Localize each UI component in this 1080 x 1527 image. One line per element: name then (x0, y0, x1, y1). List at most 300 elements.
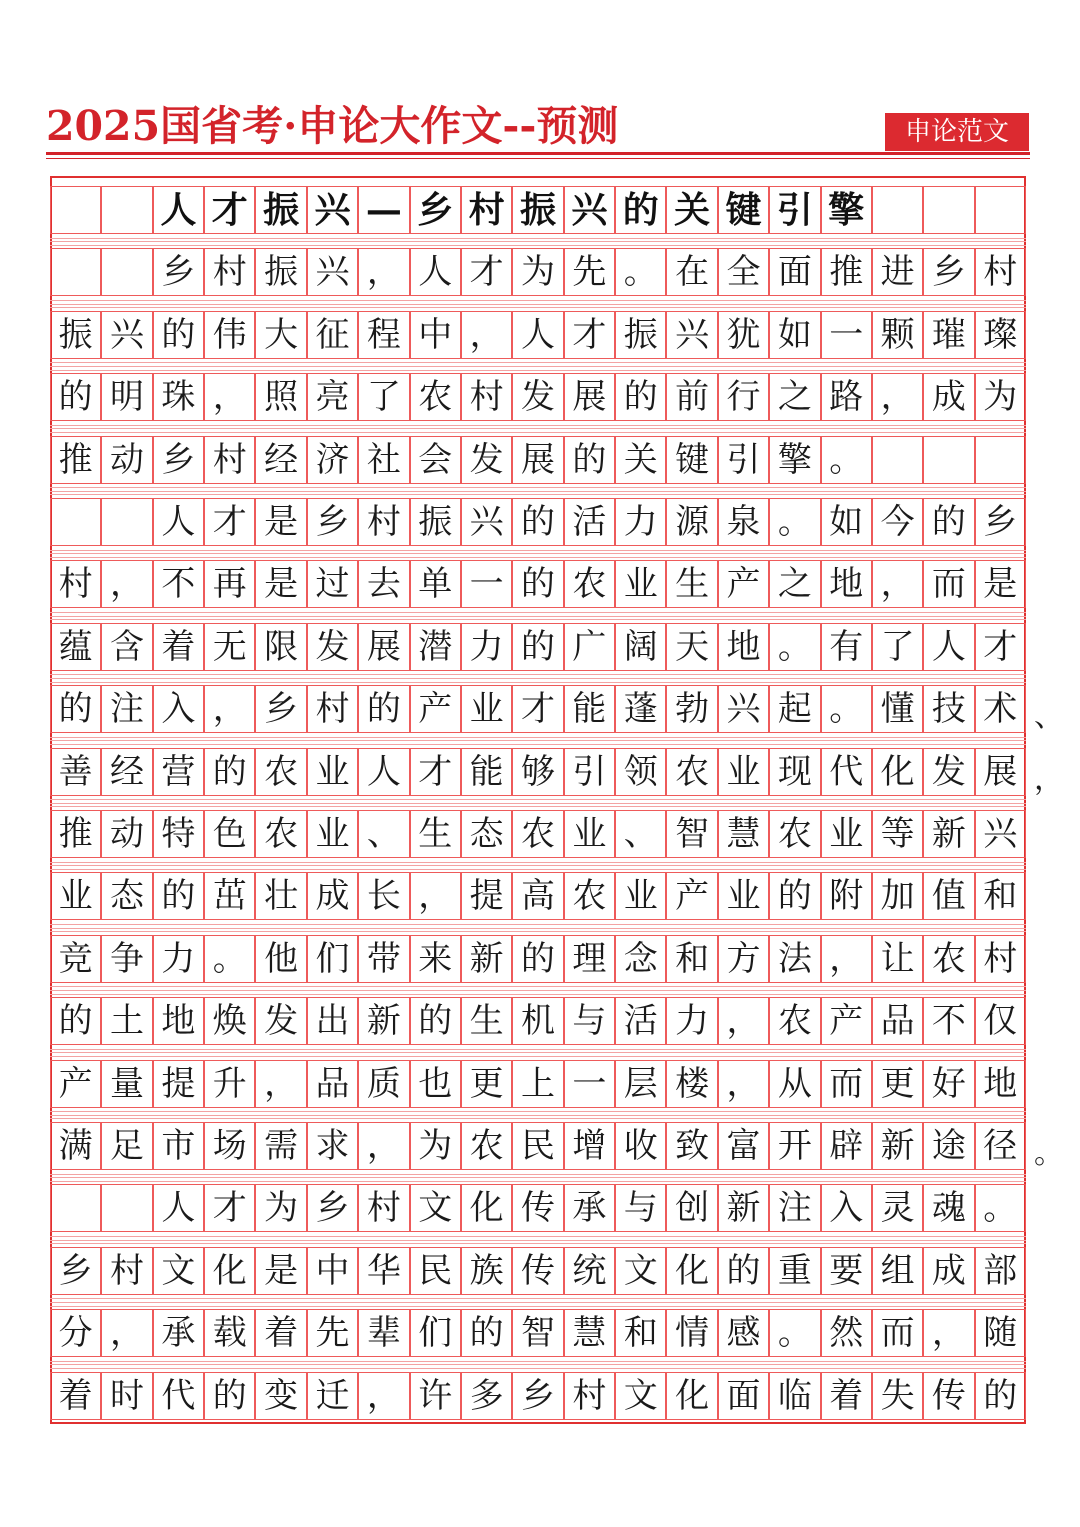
grid-cell: 经 (255, 436, 306, 484)
grid-row (50, 1247, 1026, 1295)
grid-cell: 展 (358, 623, 409, 671)
grid-cell: 兴 (975, 810, 1026, 858)
grid-cell: 统 (564, 1247, 615, 1295)
grid-cell: 发 (512, 373, 563, 421)
grid-cell: 承 (153, 1309, 204, 1357)
grid-cell: 的 (512, 498, 563, 546)
grid-cell: 善 (50, 748, 101, 796)
grid-cell: 农 (410, 373, 461, 421)
grid-cell: 人 (153, 1184, 204, 1232)
grid-cell (975, 436, 1026, 484)
grid-cell: 产 (410, 685, 461, 733)
grid-cell: 动 (101, 436, 152, 484)
grid-cell: 擎 (821, 186, 872, 234)
grid-cell: 乡 (923, 248, 974, 296)
grid-cell: 壮 (255, 872, 306, 920)
grid-cell: ， (410, 872, 461, 920)
grid-cell: 的 (512, 560, 563, 608)
grid-cell: 量 (101, 1060, 152, 1108)
grid-cell: 的 (410, 997, 461, 1045)
grid-cell: 增 (564, 1122, 615, 1170)
grid-cell: 产 (718, 560, 769, 608)
grid-cell: 。 (769, 623, 820, 671)
grid-cell: 乡 (512, 1372, 563, 1420)
grid-cell: 产 (50, 1060, 101, 1108)
grid-cell: 径 (975, 1122, 1026, 1170)
grid-cell: 乡 (307, 1184, 358, 1232)
grid-cell: 村 (975, 248, 1026, 296)
grid-cell: 业 (461, 685, 512, 733)
grid-cell: 之 (769, 373, 820, 421)
grid-cell: 茁 (204, 872, 255, 920)
grid-cell: 。 (204, 935, 255, 983)
grid-cell: 是 (255, 498, 306, 546)
grid-cell: 村 (975, 935, 1026, 983)
grid-cell: 民 (410, 1247, 461, 1295)
grid-cell: 发 (923, 748, 974, 796)
grid-cell: 关 (666, 186, 717, 234)
grid-cell: 才 (204, 498, 255, 546)
grid-cell: 的 (50, 997, 101, 1045)
grid-cell: 村 (564, 1372, 615, 1420)
grid-cell: 天 (666, 623, 717, 671)
grid-cell: 无 (204, 623, 255, 671)
grid-cell: 能 (461, 748, 512, 796)
grid-cell: 源 (666, 498, 717, 546)
grid-cell: 。 (975, 1184, 1026, 1232)
grid-cell: 。 (615, 248, 666, 296)
grid-cell: ， (255, 1060, 306, 1108)
grid-cell: 前 (666, 373, 717, 421)
grid-cell: 亮 (307, 373, 358, 421)
grid-cell: 传 (512, 1184, 563, 1232)
grid-cell: 振 (512, 186, 563, 234)
grid-cell: 农 (255, 748, 306, 796)
grid-cell: ， (821, 935, 872, 983)
grid-row (50, 997, 1026, 1045)
grid-row-gap (50, 983, 1026, 997)
grid-cell: 。 (769, 1309, 820, 1357)
grid-row-gap (50, 1357, 1026, 1371)
grid-cell: 提 (153, 1060, 204, 1108)
page-title: 2025国省考·申论大作文--预测 (46, 102, 619, 150)
grid-cell: 注 (101, 685, 152, 733)
grid-cell: 要 (821, 1247, 872, 1295)
grid-cell: 一 (461, 560, 512, 608)
grid-cell: 振 (255, 186, 306, 234)
grid-cell: 灵 (872, 1184, 923, 1232)
grid-cell: ， (101, 1309, 152, 1357)
grid-row-gap (50, 733, 1026, 747)
grid-row-gap (50, 796, 1026, 810)
grid-cell: 发 (307, 623, 358, 671)
grid-cell: 经 (101, 748, 152, 796)
grid-cell: ， (204, 373, 255, 421)
grid-cell: 了 (872, 623, 923, 671)
grid-cell: 文 (615, 1372, 666, 1420)
grid-cell: 失 (872, 1372, 923, 1420)
grid-cell: 注 (769, 1184, 820, 1232)
grid-cell: — (358, 186, 409, 234)
grid-row-gap (50, 1045, 1026, 1059)
grid-cell: 的 (153, 872, 204, 920)
grid-cell: 变 (255, 1372, 306, 1420)
grid-cell: ， (204, 685, 255, 733)
grid-cell: 成 (923, 373, 974, 421)
grid-cell: 情 (666, 1309, 717, 1357)
grid-cell: 业 (615, 560, 666, 608)
grid-cell: 和 (615, 1309, 666, 1357)
grid-row (50, 810, 1026, 858)
grid-cell: 兴 (307, 248, 358, 296)
grid-cell: 也 (410, 1060, 461, 1108)
grid-cell: 大 (255, 311, 306, 359)
grid-cell: 新 (872, 1122, 923, 1170)
grid-cell: 全 (718, 248, 769, 296)
grid-cell: 品 (307, 1060, 358, 1108)
grid-cell: 的 (461, 1309, 512, 1357)
grid-cell: 化 (872, 748, 923, 796)
grid-cell: ， (358, 1372, 409, 1420)
grid-cell: 兴 (101, 311, 152, 359)
grid-cell: 才 (410, 748, 461, 796)
grid-cell: 的 (975, 1372, 1026, 1420)
grid-cell: 富 (718, 1122, 769, 1170)
grid-cell: 智 (666, 810, 717, 858)
grid-cell: 产 (821, 997, 872, 1045)
grid-cell: 广 (564, 623, 615, 671)
grid-cell: 村 (461, 373, 512, 421)
grid-cell: 关 (615, 436, 666, 484)
grid-cell: 兴 (564, 186, 615, 234)
grid-cell: 展 (564, 373, 615, 421)
grid-cell: 行 (718, 373, 769, 421)
grid-cell: 之 (769, 560, 820, 608)
grid-cell: 乡 (153, 436, 204, 484)
grid-cell: 值 (923, 872, 974, 920)
header-rule-thick (46, 152, 1030, 155)
grid-cell: 先 (564, 248, 615, 296)
grid-cell: 求 (307, 1122, 358, 1170)
grid-cell: 与 (615, 1184, 666, 1232)
grid-row (50, 872, 1026, 920)
grid-cell: 如 (821, 498, 872, 546)
grid-cell: 去 (358, 560, 409, 608)
grid-cell: 含 (101, 623, 152, 671)
grid-cell: 人 (410, 248, 461, 296)
grid-cell: 新 (923, 810, 974, 858)
grid-cell: 地 (821, 560, 872, 608)
grid-cell: 明 (101, 373, 152, 421)
grid-cell: 懂 (872, 685, 923, 733)
grid-row (50, 1309, 1026, 1357)
grid-cell (50, 186, 101, 234)
grid-cell: 化 (461, 1184, 512, 1232)
grid-cell: 辟 (821, 1122, 872, 1170)
grid-cell: 感 (718, 1309, 769, 1357)
grid-cell: 社 (358, 436, 409, 484)
grid-cell: 中 (410, 311, 461, 359)
grid-cell: 重 (769, 1247, 820, 1295)
grid-cell: 推 (50, 436, 101, 484)
grid-cell: 农 (461, 1122, 512, 1170)
grid-cell: 而 (923, 560, 974, 608)
grid-cell: ， (718, 997, 769, 1045)
grid-row-gap (50, 484, 1026, 498)
grid-cell: 升 (204, 1060, 255, 1108)
grid-cell: 文 (153, 1247, 204, 1295)
grid-cell: 乡 (255, 685, 306, 733)
grid-cell: 魂 (923, 1184, 974, 1232)
grid-row-gap (50, 359, 1026, 373)
grid-cell: 和 (975, 872, 1026, 920)
margin-punctuation: 。 (1034, 1136, 1064, 1171)
grid-cell: 乡 (153, 248, 204, 296)
grid-cell: 照 (255, 373, 306, 421)
grid-cell: 济 (307, 436, 358, 484)
grid-cell: 兴 (718, 685, 769, 733)
grid-cell: 。 (821, 436, 872, 484)
grid-cell: 才 (461, 248, 512, 296)
grid-cell (101, 186, 152, 234)
grid-cell: 族 (461, 1247, 512, 1295)
grid-cell: 村 (50, 560, 101, 608)
grid-cell: 的 (923, 498, 974, 546)
grid-cell: 力 (153, 935, 204, 983)
grid-row (50, 1060, 1026, 1108)
grid-cell: 乡 (50, 1247, 101, 1295)
grid-cell: 化 (666, 1247, 717, 1295)
grid-cell: 然 (821, 1309, 872, 1357)
grid-cell: 带 (358, 935, 409, 983)
grid-cell: 泉 (718, 498, 769, 546)
grid-cell: 传 (512, 1247, 563, 1295)
grid-cell: 焕 (204, 997, 255, 1045)
grid-cell: 引 (718, 436, 769, 484)
grid-row-gap (50, 608, 1026, 622)
grid-cell (975, 186, 1026, 234)
grid-cell: 业 (615, 872, 666, 920)
grid-cell: 兴 (461, 498, 512, 546)
grid-cell: 土 (101, 997, 152, 1045)
grid-cell: 法 (769, 935, 820, 983)
grid-cell: 部 (975, 1247, 1026, 1295)
grid-cell: 更 (872, 1060, 923, 1108)
grid-cell: 键 (718, 186, 769, 234)
grid-cell: 地 (718, 623, 769, 671)
grid-cell: 农 (564, 560, 615, 608)
grid-row-gap (50, 1108, 1026, 1122)
grid-cell: 们 (307, 935, 358, 983)
grid-cell: 。 (769, 498, 820, 546)
grid-cell: 能 (564, 685, 615, 733)
grid-cell: 品 (872, 997, 923, 1045)
grid-cell: 不 (153, 560, 204, 608)
grid-cell: 犹 (718, 311, 769, 359)
grid-cell: 等 (872, 810, 923, 858)
grid-cell: 的 (512, 623, 563, 671)
grid-cell: 态 (461, 810, 512, 858)
grid-cell: ， (358, 1122, 409, 1170)
grid-cell: 代 (153, 1372, 204, 1420)
grid-cell: 的 (564, 436, 615, 484)
grid-cell: 理 (564, 935, 615, 983)
grid-cell: 乡 (410, 186, 461, 234)
grid-cell: 为 (410, 1122, 461, 1170)
grid-cell: 农 (769, 810, 820, 858)
grid-cell: 生 (410, 810, 461, 858)
grid-cell: 村 (204, 436, 255, 484)
grid-cell: 振 (615, 311, 666, 359)
grid-row-gap (50, 421, 1026, 435)
margin-punctuation: 、 (1034, 699, 1064, 735)
grid-cell: 加 (872, 872, 923, 920)
grid-cell: 。 (821, 685, 872, 733)
grid-cell: 足 (101, 1122, 152, 1170)
grid-cell: ， (461, 311, 512, 359)
grid-cell: 业 (718, 748, 769, 796)
grid-cell (923, 186, 974, 234)
category-badge: 申论范文 (885, 113, 1029, 151)
grid-cell: 才 (204, 186, 255, 234)
grid-cell: 承 (564, 1184, 615, 1232)
grid-cell: 的 (512, 935, 563, 983)
grid-cell: 慧 (564, 1309, 615, 1357)
grid-cell: 代 (821, 748, 872, 796)
grid-cell: 地 (153, 997, 204, 1045)
grid-cell: 的 (769, 872, 820, 920)
grid-cell: 随 (975, 1309, 1026, 1357)
grid-cell: 兴 (307, 186, 358, 234)
grid-cell: 璨 (975, 311, 1026, 359)
grid-cell: 来 (410, 935, 461, 983)
grid-cell: 智 (512, 1309, 563, 1357)
grid-cell: 多 (461, 1372, 512, 1420)
grid-cell: 颗 (872, 311, 923, 359)
grid-cell: 村 (307, 685, 358, 733)
grid-cell: 擎 (769, 436, 820, 484)
grid-cell: 再 (204, 560, 255, 608)
grid-row (50, 186, 1026, 234)
grid-cell: 是 (975, 560, 1026, 608)
grid-cell: 新 (461, 935, 512, 983)
grid-cell: 慧 (718, 810, 769, 858)
grid-cell: 临 (769, 1372, 820, 1420)
grid-cell: 力 (461, 623, 512, 671)
grid-cell: 业 (307, 748, 358, 796)
grid-cell: 不 (923, 997, 974, 1045)
grid-row (50, 498, 1026, 546)
grid-cell: 推 (821, 248, 872, 296)
grid-cell (101, 498, 152, 546)
grid-cell: 过 (307, 560, 358, 608)
grid-cell: 乡 (307, 498, 358, 546)
grid-cell: 农 (769, 997, 820, 1045)
grid-row (50, 1372, 1026, 1420)
grid-cell: 的 (50, 373, 101, 421)
grid-cell: 技 (923, 685, 974, 733)
grid-cell: 许 (410, 1372, 461, 1420)
grid-cell: 的 (718, 1247, 769, 1295)
grid-cell: 珠 (153, 373, 204, 421)
grid-cell: 领 (615, 748, 666, 796)
grid-cell: 人 (153, 498, 204, 546)
grid-cell: 途 (923, 1122, 974, 1170)
grid-row-gap (50, 546, 1026, 560)
grid-cell: 够 (512, 748, 563, 796)
header-rule-thin (46, 158, 1030, 159)
grid-cell: 传 (923, 1372, 974, 1420)
grid-cell: 是 (255, 1247, 306, 1295)
grid-cell: 单 (410, 560, 461, 608)
grid-cell: 生 (461, 997, 512, 1045)
grid-cell: ， (101, 560, 152, 608)
grid-cell: 竞 (50, 935, 101, 983)
grid-cell: 满 (50, 1122, 101, 1170)
grid-cell: 勃 (666, 685, 717, 733)
grid-cell: 着 (821, 1372, 872, 1420)
grid-cell: 附 (821, 872, 872, 920)
grid-cell: 入 (821, 1184, 872, 1232)
grid-cell: 为 (975, 373, 1026, 421)
grid-cell: 从 (769, 1060, 820, 1108)
grid-cell: 业 (821, 810, 872, 858)
grid-cell: 入 (153, 685, 204, 733)
grid-row (50, 623, 1026, 671)
grid-cell: ， (718, 1060, 769, 1108)
grid-cell: 是 (255, 560, 306, 608)
grid-cell: 迁 (307, 1372, 358, 1420)
grid-row (50, 748, 1026, 796)
grid-cell: 路 (821, 373, 872, 421)
grid-cell: 辈 (358, 1309, 409, 1357)
grid-cell: 层 (615, 1060, 666, 1108)
grid-cell: 键 (666, 436, 717, 484)
grid-cell: 人 (358, 748, 409, 796)
grid-cell (50, 1184, 101, 1232)
grid-cell: 人 (923, 623, 974, 671)
grid-cell (50, 498, 101, 546)
grid-cell: 一 (821, 311, 872, 359)
grid-cell: 才 (512, 685, 563, 733)
grid-cell: 村 (101, 1247, 152, 1295)
grid-cell: 会 (410, 436, 461, 484)
grid-cell (872, 186, 923, 234)
grid-cell: 振 (410, 498, 461, 546)
grid-cell: 化 (666, 1372, 717, 1420)
grid-row (50, 685, 1026, 733)
grid-cell: 长 (358, 872, 409, 920)
grid-cell: 如 (769, 311, 820, 359)
grid-cell: 限 (255, 623, 306, 671)
grid-cell: 村 (358, 1184, 409, 1232)
margin-punctuation: ， (1034, 761, 1064, 797)
grid-cell: 的 (615, 186, 666, 234)
grid-row (50, 248, 1026, 296)
grid-cell: 引 (564, 748, 615, 796)
grid-cell: 才 (975, 623, 1026, 671)
grid-cell: 才 (564, 311, 615, 359)
grid-cell: 振 (255, 248, 306, 296)
grid-cell: 机 (512, 997, 563, 1045)
grid-cell: 态 (101, 872, 152, 920)
grid-cell: 组 (872, 1247, 923, 1295)
grid-cell: 争 (101, 935, 152, 983)
grid-cell: 市 (153, 1122, 204, 1170)
grid-cell: 、 (358, 810, 409, 858)
grid-cell: 色 (204, 810, 255, 858)
grid-cell: 阔 (615, 623, 666, 671)
